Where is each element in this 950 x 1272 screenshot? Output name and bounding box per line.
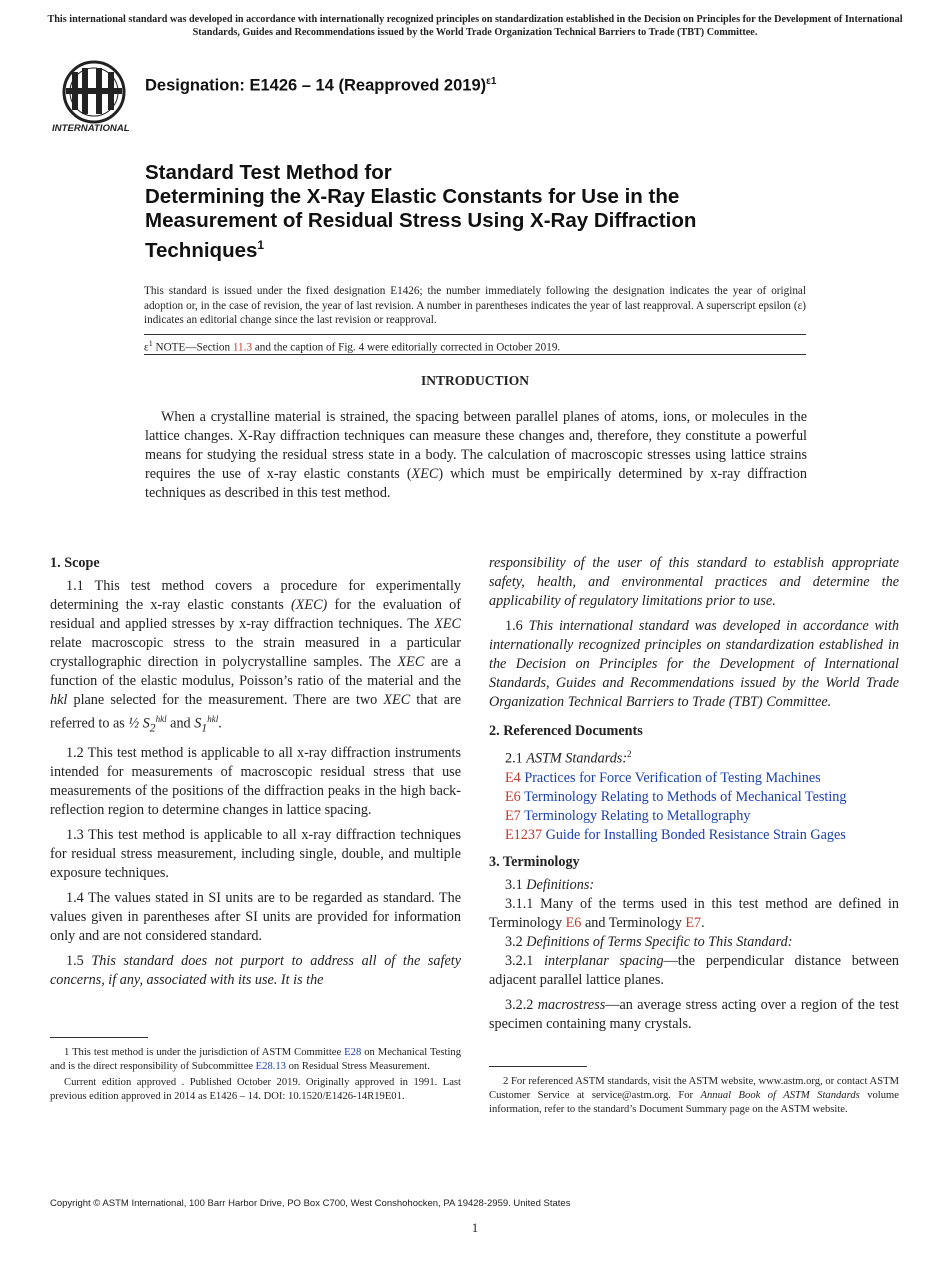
right-column [489,554,899,1040]
reference-e1237[interactable]: E1237 Guide for Installing Bonded Resistance Strain Gages [505,826,846,843]
header-note: This international standard was developed in accordance with internationally recognized principles on standardization established in the Decision on Principles for the Development of International Standards, Guides and Recommendations issued by the World Trade Organization Technical Barriers to Trade (TBT) Committee. [47,14,903,38]
footnote-2: 2 For referenced ASTM standards, visit the ASTM website, www.astm.org, or contact ASTM Customer Service at service@astm.org. For Annual Book of ASTM Standards volume information, refer to the standard’s Document Summary page on the ASTM website. [489,1076,899,1115]
terminology-heading: 3. Terminology [489,853,580,870]
footnote-1: 1 This test method is under the jurisdiction of ASTM Committee E28 on Mechanical Testing and is the direct responsibility of Subcommittee E28.13 on Residual Stress Measurement. [50,1047,461,1072]
designation: Designation: E1426 – 14 (Reapproved 2019)$^{\varepsilon 1}$ [145,76,497,95]
section-2-1: 2.1 ASTM Standards:$^2$ [505,749,632,767]
section-1-3: 1.3 This test method is applicable to all x-ray diffraction techniques for residual stress measurement, including single, double, and multiple exposure techniques. [50,826,461,881]
section-1-5-continued: responsibility of the user of this standard to establish appropriate safety, health, and environmental practices and determine the applicability of regulatory limitations prior to use. [489,555,899,609]
divider-bottom [144,354,806,355]
astm-logo [52,58,136,134]
divider-top [144,334,806,335]
section-1-5: 1.5 This standard does not purport to address all of the safety concerns, if any, associated with its use. It is the [50,952,461,988]
reference-e4[interactable]: E4 Practices for Force Verification of Testing Machines [505,769,821,786]
footnote-1-edition: Current edition approved . Published October 2019. Originally approved in 1991. Last previous edition approved in 2014 as E1426 – 14. DOI: 10.1520/E1426-14R19E01. [50,1077,461,1102]
introduction-heading: INTRODUCTION [420,373,529,388]
section-3-1: 3.1 Definitions: [505,876,595,893]
reference-e6[interactable]: E6 Terminology Relating to Methods of Mechanical Testing [505,788,847,805]
section-3-2-2: 3.2.2 macrostress—an average stress acting over a region of the test specimen containing many crystals. [489,996,900,1032]
footnotes-right [489,1075,899,1119]
committee-e28-link[interactable]: E28 [344,1047,362,1058]
section-3-1-1: 3.1.1 Many of the terms used in this test method are defined in Terminology E6 and Terminology E7. [489,895,899,931]
copyright: Copyright © ASTM International, 100 Barr Harbor Drive, PO Box C700, West Conshohocken, PA 19428-2959. United States [50,1198,571,1209]
section-3-2-1: 3.2.1 interplanar spacing—the perpendicular distance between adjacent parallel lattice planes. [489,952,899,988]
section-1-2: 1.2 This test method is applicable to all x-ray diffraction instruments intended for measurements of macroscopic residual stress that use measurements of the positions of the diffraction peaks in the high back-reflection region to determine changes in lattice spacing. [50,744,461,818]
scope-heading: 1. Scope [50,555,100,571]
footnotes-left [50,1046,461,1106]
editorial-note: $\varepsilon^1$ NOTE—Section 11.3 and the caption of Fig. 4 were editorially corrected in October 2019. [144,339,561,354]
subcommittee-e28-13-link[interactable]: E28.13 [255,1061,286,1072]
page-number: 1 [471,1221,479,1235]
left-column [50,554,461,996]
section-link[interactable]: 11.3 [232,341,253,354]
introduction-text: When a crystalline material is strained, the spacing between parallel planes of atoms, ions, or molecules in the lattice changes. X-Ray diffraction techniques can measure these changes and, therefore, they constitute a powerful means for studying the residual stress state in a body. The calculation of macroscopic stresses using lattice strains requires the use of x-ray elastic constants (XEC) which must be empirically determined by x-ray diffraction techniques as described in this test method. [145,409,807,501]
reference-e7[interactable]: E7 Terminology Relating to Metallography [505,807,751,824]
referenced-documents-heading: 2. Referenced Documents [489,723,643,739]
section-1-1: 1.1 This test method covers a procedure for experimentally determining the x-ray elastic constants (XEC) for the evaluation of residual and applied stresses by x-ray diffraction techniques. The XEC relate macroscopic stress to the strain measured in a particular crystallographic direction in polycrystalline samples. The XEC are a function of the elastic modulus, Poisson’s ratio of the material and the hkl plane selected for the measurement. There are two XEC that are referred to as ½ $S_2^{hkl}$ and $S_1^{hkl}$. [50,578,461,735]
terminology-e7-link[interactable]: E7 [685,914,702,931]
terminology-e6-link[interactable]: E6 [565,914,582,931]
section-1-6: 1.6 This international standard was developed in accordance with internationally recognized principles on standardization established in the Decision on Principles for the Development of International Standards, Guides and Recommendations issued by the World Trade Organization Technical Barriers to Trade (TBT) Committee. [489,618,899,710]
issuance-notice: This standard is issued under the fixed designation E1426; the number immediately following the designation indicates the year of original adoption or, in the case of revision, the year of last revision. A number in parentheses indicates the year of last reapproval. A superscript epsilon (ε) indicates an editorial change since the last revision or reapproval. [144,285,806,327]
section-1-4: 1.4 The values stated in SI units are to be regarded as standard. The values given in parentheses after SI units are provided for information only and are not considered standard. [50,889,461,944]
section-3-2: 3.2 Definitions of Terms Specific to This Standard: [505,933,793,950]
document-title: Standard Test Method for Determining the X-Ray Elastic Constants for Use in the Measurement of Residual Stress Using X-Ray Diffraction Techniques$^1$ [145,161,697,262]
footnote-rule-right [489,1066,587,1067]
footnote-rule-left [50,1037,148,1038]
logo-subtitle: INTERNATIONAL [52,123,130,134]
